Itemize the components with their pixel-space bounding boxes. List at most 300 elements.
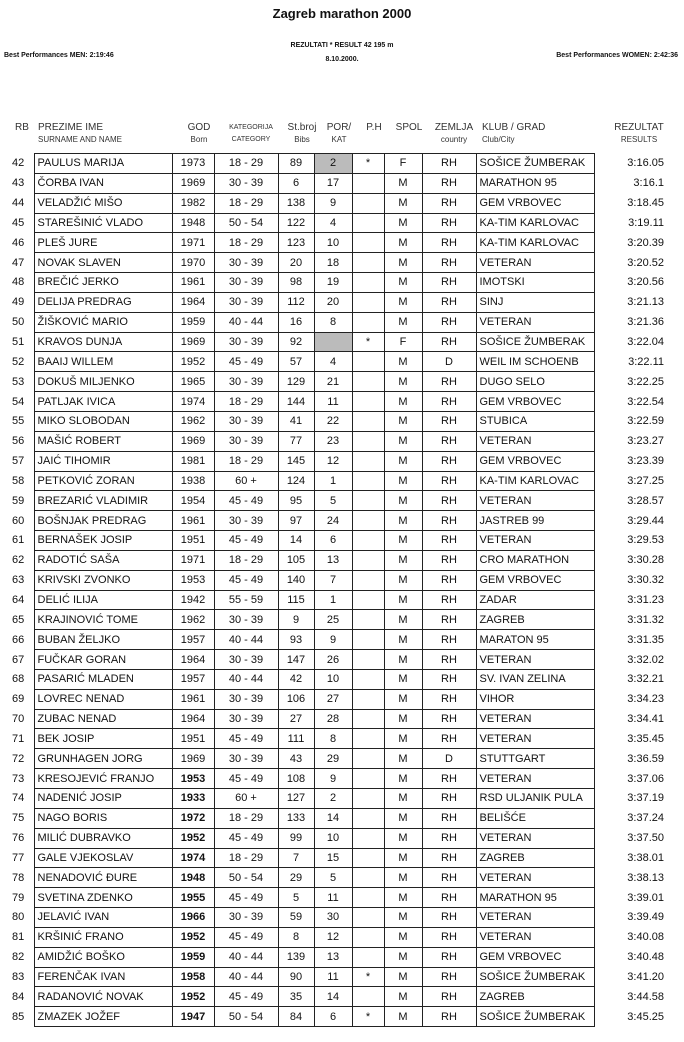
cell-ph-mark	[352, 729, 384, 749]
cell-category: 18 - 29	[214, 154, 278, 174]
cell-sex: M	[384, 749, 422, 769]
cell-country: RH	[422, 332, 476, 352]
cell-category-place: 29	[314, 749, 352, 769]
cell-club: SOŠICE ŽUMBERAK	[476, 332, 594, 352]
header-position: POR/ KAT	[326, 122, 352, 144]
cell-category: 30 - 39	[214, 749, 278, 769]
cell-ph-mark	[352, 431, 384, 451]
cell-result: 3:22.54	[627, 395, 664, 408]
cell-name: BEK JOSIP	[34, 729, 172, 749]
cell-club: VETERAN	[476, 491, 594, 511]
cell-name: JAIĆ TIHOMIR	[34, 451, 172, 471]
cell-result: 3:16.05	[627, 157, 664, 170]
table-row	[8, 213, 672, 233]
cell-result: 3:44.58	[627, 990, 664, 1003]
cell-rank: 56	[12, 435, 25, 448]
cell-born: 1947	[172, 1007, 214, 1027]
cell-club: GEM VRBOVEC	[476, 947, 594, 967]
cell-rank: 47	[12, 256, 25, 269]
cell-born: 1972	[172, 808, 214, 828]
table-row	[8, 630, 672, 650]
cell-ph-mark	[352, 848, 384, 868]
cell-born: 1942	[172, 590, 214, 610]
cell-rank: 63	[12, 574, 25, 587]
cell-result: 3:29.53	[627, 534, 664, 547]
cell-rank: 55	[12, 415, 25, 428]
cell-born: 1962	[172, 411, 214, 431]
cell-club: KA-TIM KARLOVAC	[476, 233, 594, 253]
cell-sex: M	[384, 193, 422, 213]
cell-ph-mark	[352, 292, 384, 312]
cell-category-place: 7	[314, 570, 352, 590]
cell-sex: M	[384, 372, 422, 392]
cell-name: PATLJAK IVICA	[34, 392, 172, 412]
header-club: KLUB / GRAD Club/City	[482, 122, 546, 144]
cell-born: 1958	[172, 967, 214, 987]
cell-ph-mark	[352, 451, 384, 471]
best-performance-women: Best Performances WOMEN: 2:42:36	[556, 52, 678, 59]
cell-sex: M	[384, 987, 422, 1007]
cell-name: RADANOVIĆ NOVAK	[34, 987, 172, 1007]
cell-sex: M	[384, 213, 422, 233]
cell-category: 30 - 39	[214, 292, 278, 312]
cell-bib: 84	[278, 1007, 314, 1027]
cell-ph-mark	[352, 610, 384, 630]
cell-name: PETKOVIĆ ZORAN	[34, 471, 172, 491]
cell-country: RH	[422, 1007, 476, 1027]
cell-born: 1938	[172, 471, 214, 491]
cell-category-place: 2	[314, 789, 352, 809]
cell-category-place: 5	[314, 868, 352, 888]
page-title: Zagreb marathon 2000	[272, 6, 412, 21]
cell-sex: M	[384, 233, 422, 253]
cell-result: 3:39.01	[627, 891, 664, 904]
cell-ph-mark	[352, 769, 384, 789]
cell-country: D	[422, 352, 476, 372]
cell-category: 50 - 54	[214, 868, 278, 888]
cell-bib: 140	[278, 570, 314, 590]
cell-name: BERNAŠEK JOSIP	[34, 531, 172, 551]
cell-club: STUBICA	[476, 411, 594, 431]
cell-sex: M	[384, 908, 422, 928]
cell-club: KA-TIM KARLOVAC	[476, 471, 594, 491]
cell-category: 18 - 29	[214, 550, 278, 570]
cell-name: JELAVIĆ IVAN	[34, 908, 172, 928]
cell-club: VETERAN	[476, 709, 594, 729]
cell-country: RH	[422, 154, 476, 174]
cell-name: VELADŽIĆ MIŠO	[34, 193, 172, 213]
cell-born: 1953	[172, 769, 214, 789]
header-born: GOD Born	[187, 122, 211, 144]
cell-born: 1971	[172, 233, 214, 253]
cell-rank: 80	[12, 911, 25, 924]
cell-name: PASARIĆ MLADEN	[34, 669, 172, 689]
cell-result: 3:41.20	[627, 971, 664, 984]
cell-sex: M	[384, 511, 422, 531]
cell-rank: 68	[12, 673, 25, 686]
cell-name: ZUBAC NENAD	[34, 709, 172, 729]
cell-ph-mark: *	[352, 154, 384, 174]
cell-rank: 85	[12, 1010, 25, 1023]
cell-result: 3:30.32	[627, 574, 664, 587]
cell-club: KA-TIM KARLOVAC	[476, 213, 594, 233]
cell-result: 3:38.01	[627, 851, 664, 864]
cell-category: 18 - 29	[214, 233, 278, 253]
results-body	[8, 154, 672, 1027]
cell-country: RH	[422, 292, 476, 312]
cell-club: MARATON 95	[476, 630, 594, 650]
table-row	[8, 193, 672, 213]
cell-category-place: 22	[314, 411, 352, 431]
table-row	[8, 491, 672, 511]
cell-country: RH	[422, 888, 476, 908]
cell-result: 3:31.35	[627, 633, 664, 646]
cell-sex: M	[384, 590, 422, 610]
cell-result: 3:31.32	[627, 613, 664, 626]
cell-country: RH	[422, 233, 476, 253]
cell-rank: 65	[12, 613, 25, 626]
cell-category: 30 - 39	[214, 173, 278, 193]
cell-category: 30 - 39	[214, 650, 278, 670]
table-row	[8, 173, 672, 193]
cell-club: SINJ	[476, 292, 594, 312]
cell-rank: 79	[12, 891, 25, 904]
cell-name: PLEŠ JURE	[34, 233, 172, 253]
cell-bib: 129	[278, 372, 314, 392]
cell-club: VETERAN	[476, 769, 594, 789]
cell-bib: 20	[278, 253, 314, 273]
cell-born: 1952	[172, 987, 214, 1007]
cell-rank: 83	[12, 971, 25, 984]
cell-ph-mark	[352, 173, 384, 193]
cell-name: MILIĆ DUBRAVKO	[34, 828, 172, 848]
cell-country: RH	[422, 570, 476, 590]
table-row	[8, 908, 672, 928]
cell-rank: 73	[12, 772, 25, 785]
cell-category-place: 6	[314, 531, 352, 551]
cell-category: 40 - 44	[214, 312, 278, 332]
cell-ph-mark	[352, 669, 384, 689]
cell-rank: 71	[12, 732, 25, 745]
table-row	[8, 868, 672, 888]
cell-bib: 98	[278, 273, 314, 293]
cell-category-place: 9	[314, 630, 352, 650]
cell-rank: 66	[12, 633, 25, 646]
cell-rank: 60	[12, 514, 25, 527]
cell-result: 3:45.25	[627, 1010, 664, 1023]
cell-born: 1973	[172, 154, 214, 174]
cell-result: 3:22.25	[627, 375, 664, 388]
cell-country: RH	[422, 927, 476, 947]
cell-result: 3:22.11	[628, 355, 664, 368]
cell-club: SOŠICE ŽUMBERAK	[476, 967, 594, 987]
cell-result: 3:28.57	[627, 494, 664, 507]
cell-club: GEM VRBOVEC	[476, 570, 594, 590]
cell-ph-mark	[352, 312, 384, 332]
cell-ph-mark	[352, 828, 384, 848]
cell-born: 1961	[172, 689, 214, 709]
cell-club: VETERAN	[476, 868, 594, 888]
cell-country: RH	[422, 471, 476, 491]
cell-category-place: 12	[314, 927, 352, 947]
cell-rank: 77	[12, 851, 25, 864]
cell-rank: 74	[12, 792, 25, 805]
cell-country: RH	[422, 451, 476, 471]
cell-country: RH	[422, 312, 476, 332]
cell-category-place: 13	[314, 550, 352, 570]
cell-country: RH	[422, 590, 476, 610]
cell-born: 1969	[172, 332, 214, 352]
cell-bib: 138	[278, 193, 314, 213]
table-row	[8, 273, 672, 293]
cell-club: WEIL IM SCHOENB	[476, 352, 594, 372]
cell-name: DELIĆ ILIJA	[34, 590, 172, 610]
table-row	[8, 392, 672, 412]
cell-sex: F	[384, 332, 422, 352]
cell-bib: 122	[278, 213, 314, 233]
cell-born: 1969	[172, 749, 214, 769]
cell-sex: M	[384, 1007, 422, 1027]
cell-rank: 42	[12, 157, 25, 170]
cell-category-place: 11	[314, 967, 352, 987]
cell-category-place: 24	[314, 511, 352, 531]
cell-rank: 82	[12, 951, 25, 964]
cell-category-place: 8	[314, 312, 352, 332]
cell-sex: F	[384, 154, 422, 174]
cell-category-place: 15	[314, 848, 352, 868]
cell-category: 18 - 29	[214, 392, 278, 412]
cell-result: 3:39.49	[627, 911, 664, 924]
cell-category: 45 - 49	[214, 352, 278, 372]
cell-category-place: 18	[314, 253, 352, 273]
cell-club: ZAGREB	[476, 610, 594, 630]
cell-club: STUTTGART	[476, 749, 594, 769]
cell-category: 45 - 49	[214, 987, 278, 1007]
cell-rank: 43	[12, 177, 25, 190]
cell-ph-mark	[352, 868, 384, 888]
cell-ph-mark	[352, 193, 384, 213]
cell-country: RH	[422, 173, 476, 193]
cell-category: 18 - 29	[214, 848, 278, 868]
cell-rank: 69	[12, 693, 25, 706]
cell-bib: 5	[278, 888, 314, 908]
cell-category: 30 - 39	[214, 332, 278, 352]
cell-result: 3:38.13	[627, 871, 664, 884]
cell-born: 1933	[172, 789, 214, 809]
cell-name: LOVREC NENAD	[34, 689, 172, 709]
cell-name: MAŠIĆ ROBERT	[34, 431, 172, 451]
cell-result: 3:22.59	[627, 415, 664, 428]
cell-category-place: 23	[314, 431, 352, 451]
table-row	[8, 888, 672, 908]
header-sex: SPOL	[395, 122, 423, 133]
cell-bib: 7	[278, 848, 314, 868]
cell-result: 3:23.27	[627, 435, 664, 448]
table-row	[8, 550, 672, 570]
cell-category: 30 - 39	[214, 709, 278, 729]
cell-category-place: 11	[314, 888, 352, 908]
cell-category: 30 - 39	[214, 253, 278, 273]
cell-club: BELIŠĆE	[476, 808, 594, 828]
cell-category-place: 26	[314, 650, 352, 670]
cell-sex: M	[384, 650, 422, 670]
cell-name: GRUNHAGEN JORG	[34, 749, 172, 769]
cell-category: 30 - 39	[214, 511, 278, 531]
cell-country: RH	[422, 511, 476, 531]
cell-bib: 97	[278, 511, 314, 531]
cell-rank: 54	[12, 395, 25, 408]
cell-category-place: 2	[314, 154, 352, 174]
cell-country: RH	[422, 650, 476, 670]
cell-country: RH	[422, 531, 476, 551]
cell-bib: 115	[278, 590, 314, 610]
cell-sex: M	[384, 273, 422, 293]
cell-club: ZAGREB	[476, 987, 594, 1007]
cell-born: 1969	[172, 431, 214, 451]
cell-name: BREZARIĆ VLADIMIR	[34, 491, 172, 511]
column-headers	[4, 122, 676, 152]
cell-born: 1957	[172, 630, 214, 650]
cell-bib: 6	[278, 173, 314, 193]
cell-club: CRO MARATHON	[476, 550, 594, 570]
cell-country: RH	[422, 411, 476, 431]
header-bibs: St.broj Bibs	[287, 122, 317, 144]
cell-bib: 90	[278, 967, 314, 987]
cell-club: SOŠICE ŽUMBERAK	[476, 1007, 594, 1027]
table-row	[8, 610, 672, 630]
cell-category-place: 12	[314, 451, 352, 471]
cell-country: RH	[422, 987, 476, 1007]
cell-category: 45 - 49	[214, 927, 278, 947]
cell-born: 1981	[172, 451, 214, 471]
table-row	[8, 511, 672, 531]
cell-bib: 8	[278, 927, 314, 947]
cell-category: 30 - 39	[214, 610, 278, 630]
cell-sex: M	[384, 789, 422, 809]
cell-sex: M	[384, 471, 422, 491]
cell-club: MARATHON 95	[476, 173, 594, 193]
cell-sex: M	[384, 709, 422, 729]
cell-country: RH	[422, 689, 476, 709]
cell-country: RH	[422, 193, 476, 213]
cell-rank: 49	[12, 296, 25, 309]
cell-born: 1954	[172, 491, 214, 511]
table-row	[8, 570, 672, 590]
table-row	[8, 292, 672, 312]
cell-country: RH	[422, 669, 476, 689]
table-row	[8, 987, 672, 1007]
cell-category: 30 - 39	[214, 411, 278, 431]
cell-ph-mark	[352, 789, 384, 809]
cell-rank: 44	[12, 197, 25, 210]
table-row	[8, 1007, 672, 1027]
cell-club: GEM VRBOVEC	[476, 392, 594, 412]
cell-category: 18 - 29	[214, 451, 278, 471]
cell-name: NADENIĆ JOSIP	[34, 789, 172, 809]
cell-result: 3:36.59	[627, 752, 664, 765]
cell-rank: 64	[12, 593, 25, 606]
cell-name: DOKUŠ MILJENKO	[34, 372, 172, 392]
cell-club: VETERAN	[476, 650, 594, 670]
cell-category: 40 - 44	[214, 630, 278, 650]
cell-club: VETERAN	[476, 908, 594, 928]
cell-ph-mark	[352, 411, 384, 431]
header-country: ZEMLJA country	[434, 122, 474, 144]
cell-rank: 75	[12, 812, 25, 825]
cell-bib: 35	[278, 987, 314, 1007]
table-row	[8, 789, 672, 809]
table-row	[8, 451, 672, 471]
cell-name: KRAJINOVIĆ TOME	[34, 610, 172, 630]
cell-born: 1966	[172, 908, 214, 928]
cell-ph-mark: *	[352, 967, 384, 987]
cell-result: 3:19.11	[628, 216, 664, 229]
header-category: KATEGORIJA CATEGORY	[229, 124, 273, 143]
cell-ph-mark	[352, 947, 384, 967]
cell-born: 1961	[172, 273, 214, 293]
cell-result: 3:32.21	[627, 673, 664, 686]
cell-category-place: 14	[314, 808, 352, 828]
cell-category: 18 - 29	[214, 808, 278, 828]
cell-ph-mark	[352, 570, 384, 590]
cell-club: VETERAN	[476, 927, 594, 947]
cell-bib: 59	[278, 908, 314, 928]
cell-born: 1952	[172, 828, 214, 848]
cell-country: RH	[422, 630, 476, 650]
cell-sex: M	[384, 491, 422, 511]
cell-ph-mark: *	[352, 332, 384, 352]
cell-sex: M	[384, 550, 422, 570]
cell-result: 3:37.06	[627, 772, 664, 785]
cell-born: 1971	[172, 550, 214, 570]
cell-category: 30 - 39	[214, 273, 278, 293]
cell-club: VETERAN	[476, 312, 594, 332]
cell-club: GEM VRBOVEC	[476, 193, 594, 213]
cell-club: IMOTSKI	[476, 273, 594, 293]
cell-name: AMIDŽIĆ BOŠKO	[34, 947, 172, 967]
header-rb: RB	[15, 122, 29, 133]
cell-name: SVETINA ZDENKO	[34, 888, 172, 908]
cell-bib: 144	[278, 392, 314, 412]
cell-club: VETERAN	[476, 431, 594, 451]
cell-name: KRAVOS DUNJA	[34, 332, 172, 352]
cell-country: RH	[422, 253, 476, 273]
table-row	[8, 411, 672, 431]
cell-category: 60 +	[214, 789, 278, 809]
cell-born: 1951	[172, 531, 214, 551]
cell-born: 1962	[172, 610, 214, 630]
cell-category: 40 - 44	[214, 967, 278, 987]
cell-bib: 16	[278, 312, 314, 332]
cell-rank: 76	[12, 832, 25, 845]
cell-bib: 9	[278, 610, 314, 630]
cell-ph-mark	[352, 213, 384, 233]
cell-rank: 53	[12, 375, 25, 388]
cell-country: D	[422, 749, 476, 769]
cell-rank: 48	[12, 276, 25, 289]
cell-ph-mark	[352, 927, 384, 947]
cell-ph-mark	[352, 749, 384, 769]
table-row	[8, 650, 672, 670]
cell-ph-mark	[352, 253, 384, 273]
cell-name: PAULUS MARIJA	[34, 154, 172, 174]
cell-category: 50 - 54	[214, 213, 278, 233]
cell-category-place: 4	[314, 352, 352, 372]
cell-country: RH	[422, 392, 476, 412]
cell-sex: M	[384, 411, 422, 431]
cell-rank: 50	[12, 316, 25, 329]
cell-name: FERENČAK IVAN	[34, 967, 172, 987]
